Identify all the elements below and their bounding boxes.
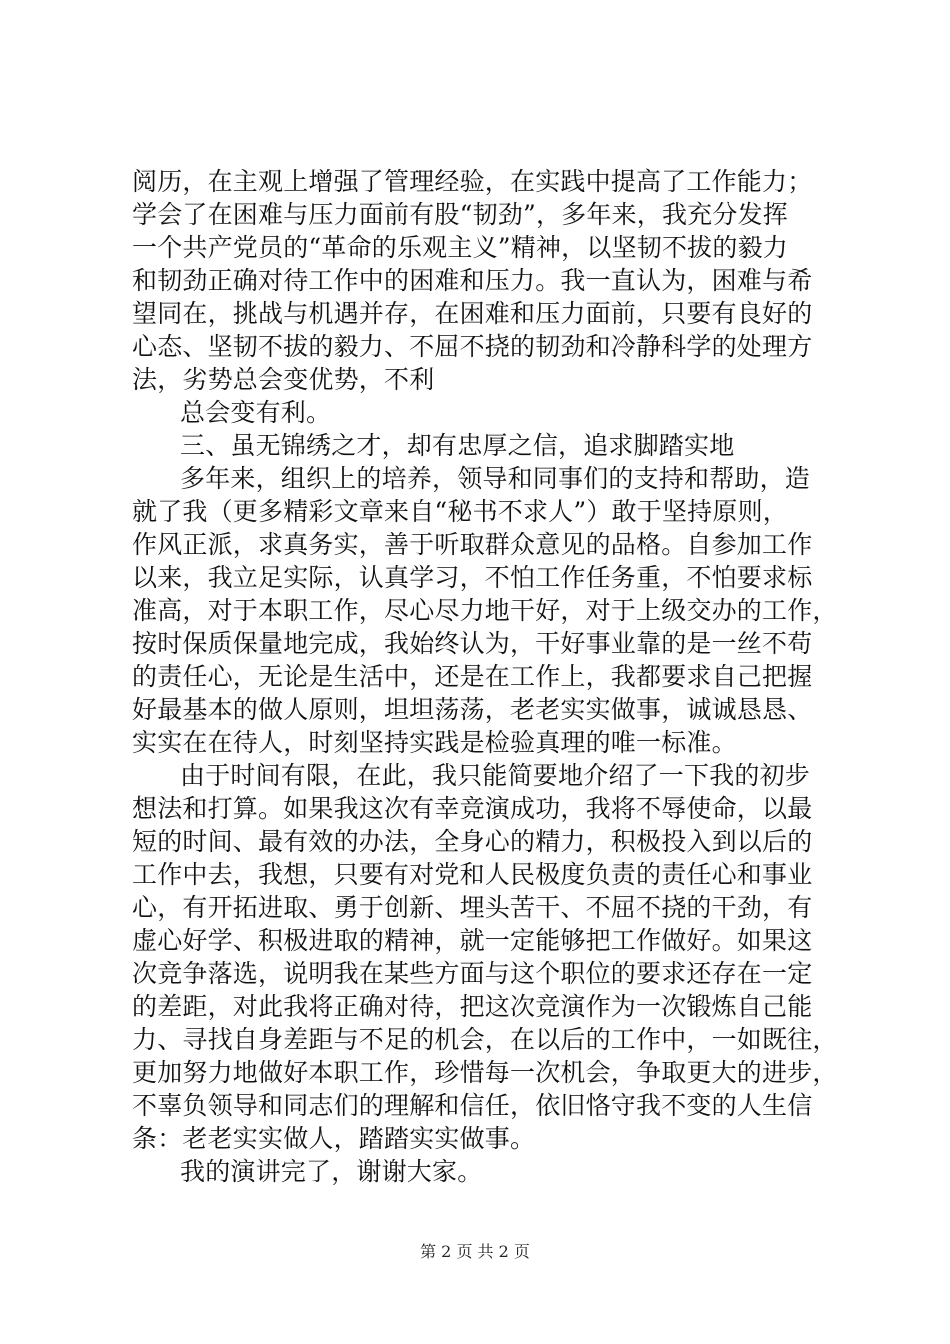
text-line: 作风正派，求真务实，善于听取群众意见的品格。自参加工作 bbox=[132, 530, 813, 559]
text-line: 的责任心，无论是生活中，还是在工作上，我都要求自己把握 bbox=[132, 662, 813, 691]
text-line: 短的时间、最有效的办法，全身心的精力，积极投入到以后的 bbox=[132, 827, 813, 856]
text-line: 三、虽无锦绣之才，却有忠厚之信，追求脚踏实地 bbox=[180, 431, 735, 460]
document-body bbox=[132, 165, 838, 1188]
text-line: 一个共产党员的“革命的乐观主义”精神，以坚韧不拔的毅力 bbox=[132, 233, 788, 262]
text-line: 按时保质保量地完成，我始终认为，干好事业靠的是一丝不苟 bbox=[132, 629, 813, 658]
text-line: 就了我（更多精彩文章来自“秘书不求人”）敢于坚持原则， bbox=[132, 497, 788, 526]
text-line: 多年来，组织上的培养，领导和同事们的支持和帮助，造 bbox=[180, 464, 811, 493]
text-line: 我的演讲完了，谢谢大家。 bbox=[180, 1157, 483, 1186]
text-line: 条：老老实实做人，踏踏实实做事。 bbox=[132, 1124, 536, 1153]
text-line: 力、寻找自身差距与不足的机会，在以后的工作中，一如既往， bbox=[132, 1025, 838, 1054]
text-line: 的差距，对此我将正确对待，把这次竞演作为一次锻炼自己能 bbox=[132, 992, 813, 1021]
text-line: 由于时间有限，在此，我只能简要地介绍了一下我的初步 bbox=[180, 761, 811, 790]
text-line: 工作中去，我想，只要有对党和人民极度负责的责任心和事业 bbox=[132, 860, 813, 889]
text-line: 更加努力地做好本职工作，珍惜每一次机会，争取更大的进步， bbox=[132, 1058, 838, 1087]
page-footer: 第 2 页 共 2 页 bbox=[420, 1242, 530, 1261]
text-line: 学会了在困难与压力面前有股“韧劲”，多年来，我充分发挥 bbox=[132, 200, 788, 229]
text-line: 准高，对于本职工作，尽心尽力地干好，对于上级交办的工作， bbox=[132, 596, 838, 625]
text-line: 望同在，挑战与机遇并存，在困难和压力面前，只要有良好的 bbox=[132, 299, 813, 328]
text-line: 心态、坚韧不拔的毅力、不屈不挠的韧劲和冷静科学的处理方 bbox=[132, 332, 813, 361]
text-line: 法，劣势总会变优势，不利 bbox=[132, 365, 435, 394]
text-line: 心，有开拓进取、勇于创新、埋头苦干、不屈不挠的干劲，有 bbox=[132, 893, 813, 922]
text-line: 不辜负领导和同志们的理解和信任，依旧恪守我不变的人生信 bbox=[132, 1091, 813, 1120]
text-line: 以来，我立足实际，认真学习，不怕工作任务重，不怕要求标 bbox=[132, 563, 813, 592]
text-line: 阅历，在主观上增强了管理经验，在实践中提高了工作能力； bbox=[132, 167, 813, 196]
text-line: 总会变有利。 bbox=[180, 398, 332, 427]
text-line: 和韧劲正确对待工作中的困难和压力。我一直认为，困难与希 bbox=[132, 266, 813, 295]
text-line: 次竞争落选，说明我在某些方面与这个职位的要求还存在一定 bbox=[132, 959, 813, 988]
text-line: 虚心好学、积极进取的精神，就一定能够把工作做好。如果这 bbox=[132, 926, 813, 955]
text-line: 想法和打算。如果我这次有幸竞演成功，我将不辱使命，以最 bbox=[132, 794, 813, 823]
text-line: 实实在在待人，时刻坚持实践是检验真理的唯一标准。 bbox=[132, 728, 737, 757]
text-line: 好最基本的做人原则，坦坦荡荡，老老实实做事，诚诚恳恳、 bbox=[132, 695, 813, 724]
